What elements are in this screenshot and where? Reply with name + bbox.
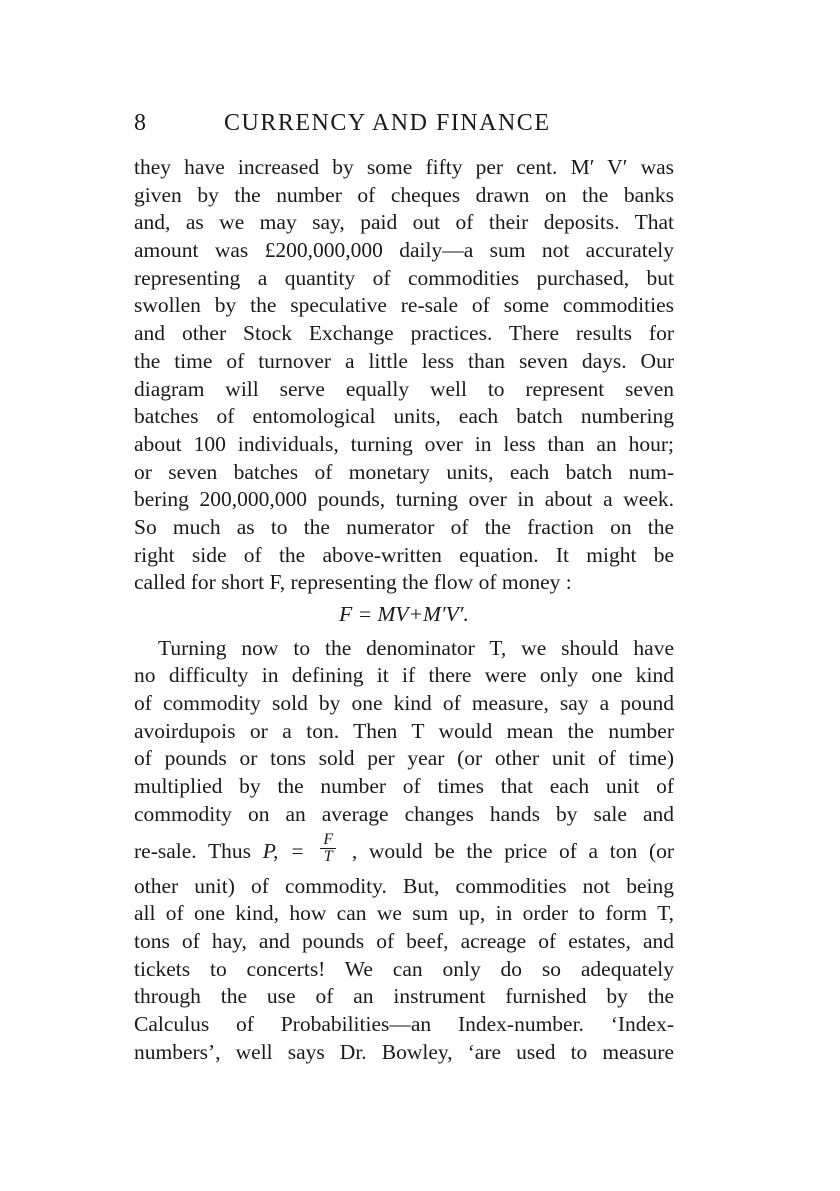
text-line: tickets to concerts! We can only do so adequately <box>134 956 674 981</box>
text-line: and, as we may say, paid out of their deposits. That <box>134 210 674 235</box>
text-line: or seven batches of monetary units, each batch num- <box>134 459 674 484</box>
fraction-numerator: F <box>320 832 336 849</box>
text-line: amount was £200,000,000 daily—a sum not accurately <box>134 238 674 263</box>
text-line: of commodity sold by one kind of measure, say a pound <box>134 691 674 716</box>
text-line: the time of turnover a little less than seven days. Our <box>134 348 674 373</box>
text-line: all of one kind, how can we sum up, in order to form T, <box>134 901 674 926</box>
text-line: through the use of an instrument furnished by the <box>134 984 674 1009</box>
text-line: numbers’, well says Dr. Bowley, ‘are used to measure <box>134 1039 674 1064</box>
running-title: CURRENCY AND FINANCE <box>224 110 551 136</box>
text-line: avoirdupois or a ton. Then T would mean the number <box>134 718 674 743</box>
text-line: bering 200,000,000 pounds, turning over in about a week. <box>134 487 674 512</box>
text-line: called for short F, representing the flow of money : <box>134 570 572 595</box>
equation: F = MV+M′V′. <box>339 602 469 626</box>
text-line: commodity on an average changes hands by sale and <box>134 801 674 826</box>
text-line: about 100 individuals, turning over in less than an hour; <box>134 431 674 456</box>
text-line: other unit) of commodity. But, commodities not being <box>134 873 674 898</box>
text-line: and other Stock Exchange practices. There results for <box>134 321 674 346</box>
text-line: multiplied by the number of times that each unit of <box>134 774 674 799</box>
running-header <box>134 110 674 154</box>
text-line: So much as to the numerator of the fraction on the <box>134 514 674 539</box>
text-line: they have increased by some fifty per cent. M′ V′ was <box>134 155 674 179</box>
text-line: Calculus of Probabilities—an Index-number. ‘Index- <box>134 1011 674 1036</box>
text-line: right side of the above-written equation. It might be <box>134 542 674 567</box>
text-line: Turning now to the denominator T, we should have <box>158 635 674 660</box>
text-line: no difficulty in defining it if there were only one kind <box>134 663 674 688</box>
text-line: swollen by the speculative re-sale of some commodities <box>134 293 674 318</box>
text-line: diagram will serve equally well to represent seven <box>134 376 674 401</box>
text-line: representing a quantity of commodities purchased, but <box>134 265 674 290</box>
paragraph-2 <box>134 635 674 1067</box>
fraction-denominator: T <box>323 848 333 866</box>
text-line: of pounds or tons sold per year (or other unit of time) <box>134 746 674 771</box>
text-line: given by the number of cheques drawn on the banks <box>134 182 674 207</box>
paragraph-1 <box>134 154 674 597</box>
price-symbol: P, = <box>262 838 305 863</box>
text-line: batches of entomological units, each batch numbering <box>134 404 674 429</box>
text-line: tons of hay, and pounds of beef, acreage of estates, and <box>134 928 674 953</box>
fraction-f-over-t <box>320 832 336 865</box>
fraction-line <box>134 829 674 873</box>
fraction-line-tail: , would be the price of a ton (or <box>351 838 675 863</box>
fraction-line-lead: re-sale. Thus <box>134 838 251 863</box>
page-body <box>134 110 674 1066</box>
page-number: 8 <box>134 110 148 136</box>
